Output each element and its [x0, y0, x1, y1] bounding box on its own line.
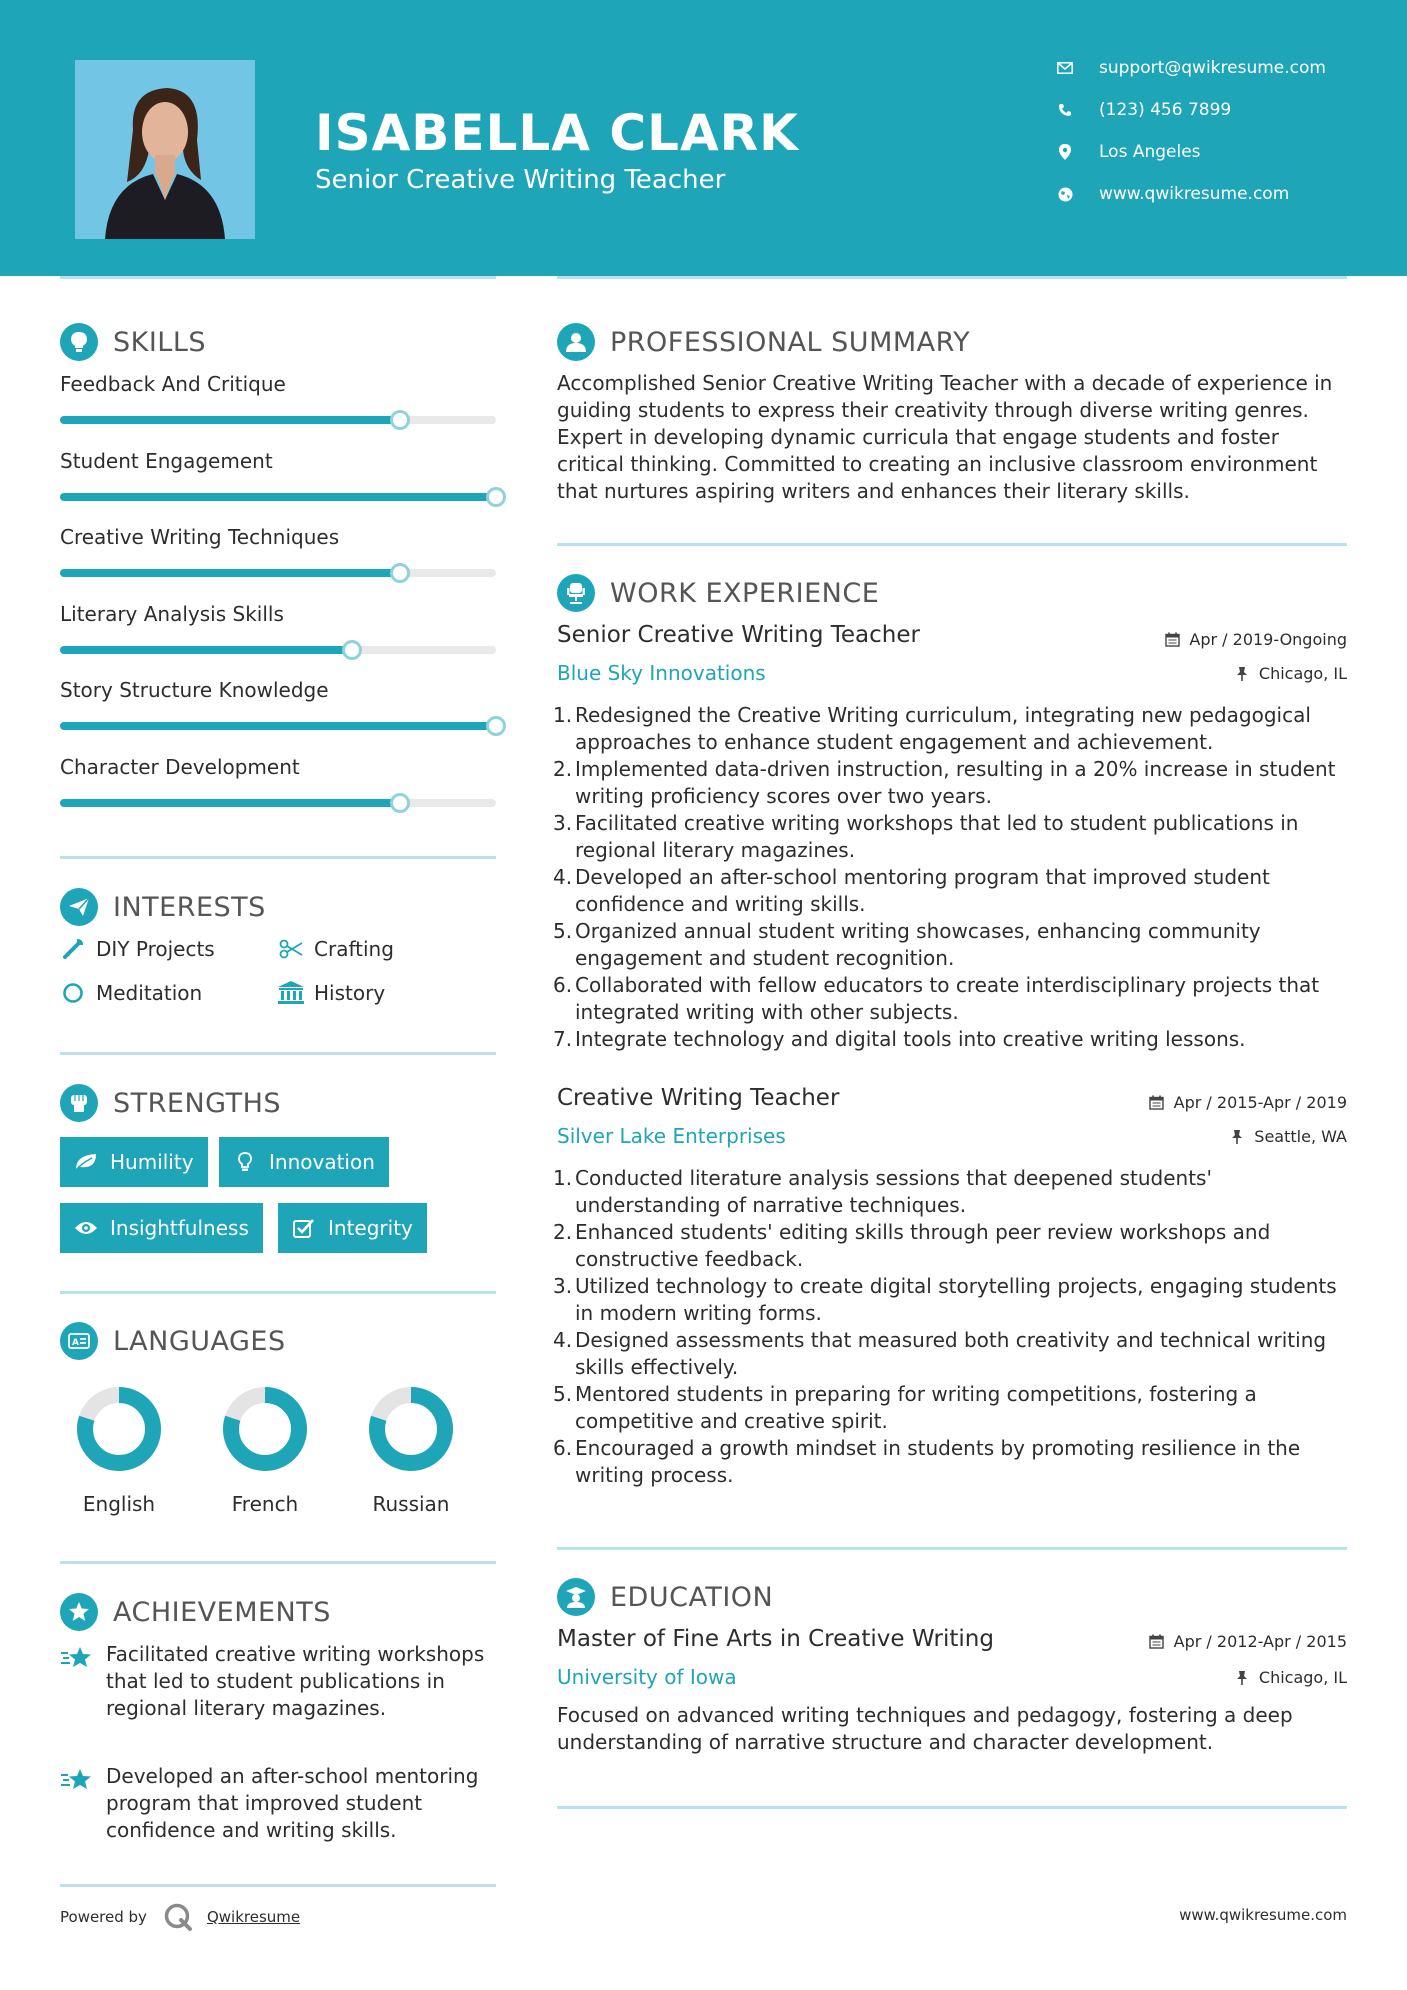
skill-bar-fill: [60, 722, 496, 730]
calendar-icon: [1163, 631, 1181, 649]
interests-heading: [60, 888, 266, 926]
languages-heading-text: LANGUAGES: [113, 1325, 286, 1357]
job-bullet: 1. Redesigned the Creative Writing curriculum, integrating new pedagogical approaches to enhance student engagement and achievement.: [553, 703, 1311, 754]
star-icon: [60, 1641, 96, 1722]
interest-label: Crafting: [314, 937, 394, 961]
skill-bar-fill: [60, 416, 400, 424]
achievement-item: [60, 1641, 500, 1722]
interest-label: DIY Projects: [96, 937, 215, 961]
divider: [60, 1052, 496, 1055]
skill-level-knob: [486, 487, 506, 507]
contact-location-text: Los Angeles: [1099, 142, 1201, 162]
language-level-donut: [222, 1386, 308, 1472]
achievement-item: [60, 1763, 500, 1844]
job-bullet: 1. Conducted literature analysis sessions that deepened students' understanding of narrative techniques.: [553, 1166, 1212, 1217]
summary-text: Accomplished Senior Creative Writing Teacher with a decade of experience in guiding students to express their creativity through diverse writing genres. Expert in developing dynamic curricula that engage students and foster critical thinking. Committed to creating an inclusive classroom environment that nurtures aspiring writers and enhances their literary skills.: [557, 371, 1333, 503]
skills-heading: [60, 323, 206, 361]
job-location: [1233, 664, 1347, 683]
education-dates-text: Apr / 2012-Apr / 2015: [1173, 1632, 1347, 1651]
candidate-name: ISABELLA CLARK: [315, 104, 799, 162]
language-icon: [60, 1322, 98, 1360]
skill-level-knob: [390, 793, 410, 813]
museum-icon: [278, 980, 304, 1006]
footer-website-link[interactable]: www.qwikresume.com: [1179, 1906, 1347, 1924]
scissors-icon: [278, 936, 304, 962]
interest-item: [278, 936, 394, 962]
job-bullet: 2. Enhanced students' editing skills through peer review workshops and constructive feedback.: [553, 1220, 1271, 1271]
job-location: [1228, 1127, 1347, 1146]
achievement-text: Facilitated creative writing workshops that led to student publications in regional literary magazines.: [106, 1642, 485, 1720]
strength-tag: [60, 1203, 263, 1253]
leaf-icon: [74, 1150, 98, 1174]
strength-tag: [60, 1137, 208, 1187]
globe-icon: [1055, 184, 1075, 204]
job-title: Senior Creative Writing Teacher: [557, 622, 920, 648]
job-title: Creative Writing Teacher: [557, 1085, 840, 1111]
checkbox-icon: [292, 1216, 316, 1240]
divider: [60, 1884, 496, 1887]
job-bullet: 6. Encouraged a growth mindset in students by promoting resilience in the writing process.: [553, 1436, 1301, 1487]
interest-label: Meditation: [96, 981, 203, 1005]
lightbulb-icon: [233, 1150, 257, 1174]
resume-header: [0, 0, 1407, 276]
contact-email[interactable]: [1055, 58, 1326, 78]
job-bullet: 5. Mentored students in preparing for writing competitions, fostering a competitive and creative spirit.: [553, 1382, 1257, 1433]
pushpin-icon: [1228, 1128, 1246, 1146]
divider: [60, 1291, 496, 1294]
skill-bar: [60, 799, 496, 807]
skill-label: Creative Writing Techniques: [60, 525, 340, 549]
divider: [60, 1561, 496, 1564]
map-pin-icon: [1055, 142, 1075, 162]
job-bullet: 2. Implemented data-driven instruction, resulting in a 20% increase in student writing proficiency scores over two years.: [553, 757, 1336, 808]
contact-phone[interactable]: [1055, 100, 1231, 120]
office-chair-icon: [557, 574, 595, 612]
skill-label: Story Structure Knowledge: [60, 678, 329, 702]
language-item: [351, 1386, 471, 1516]
divider: [557, 543, 1347, 546]
divider: [60, 856, 496, 859]
summary-heading-text: PROFESSIONAL SUMMARY: [610, 326, 971, 358]
divider: [557, 1806, 1347, 1809]
summary-heading: [557, 323, 970, 361]
job-bullet: 4. Designed assessments that measured both creativity and technical writing skills effectively.: [553, 1328, 1327, 1379]
interests-heading-text: INTERESTS: [113, 891, 266, 923]
achievement-text: Developed an after-school mentoring program that improved student confidence and writing skills.: [106, 1764, 479, 1842]
degree-title: Master of Fine Arts in Creative Writing: [557, 1626, 994, 1652]
skill-level-knob: [486, 716, 506, 736]
strengths-heading: [60, 1084, 281, 1122]
job-dates-text: Apr / 2019-Ongoing: [1189, 630, 1347, 649]
skill-label: Literary Analysis Skills: [60, 601, 284, 626]
skill-level-knob: [390, 563, 410, 583]
contact-website[interactable]: [1055, 184, 1289, 204]
skill-label: Character Development: [60, 754, 300, 779]
pushpin-icon: [1233, 665, 1251, 683]
profile-photo: [75, 60, 255, 239]
powered-by-text: Powered by: [60, 1908, 147, 1926]
experience-heading-text: WORK EXPERIENCE: [610, 577, 880, 609]
company-name: Blue Sky Innovations: [557, 661, 766, 685]
language-label: Russian: [372, 1492, 450, 1516]
skill-label: Student Engagement: [60, 448, 273, 473]
job-bullet: 3. Facilitated creative writing workshops that led to student publications in regional literary magazines.: [553, 811, 1299, 862]
powered-by: [60, 1902, 300, 1932]
wrench-icon: [60, 936, 86, 962]
job-bullets: [553, 702, 1352, 1053]
job-bullet: 3. Utilized technology to create digital storytelling projects, engaging students in modern writing forms.: [553, 1274, 1337, 1325]
skill-bar: [60, 646, 496, 654]
school-name: University of Iowa: [557, 1665, 737, 1689]
language-level-donut: [76, 1386, 162, 1472]
divider: [557, 1547, 1347, 1550]
envelope-icon: [1055, 58, 1075, 78]
job-dates-text: Apr / 2015-Apr / 2019: [1173, 1093, 1347, 1112]
interest-item: [278, 980, 385, 1006]
qwikresume-link[interactable]: Qwikresume: [206, 1908, 301, 1926]
contact-website-text: www.qwikresume.com: [1099, 184, 1290, 204]
divider: [557, 276, 1347, 279]
strength-label: Integrity: [328, 1216, 413, 1240]
skill-bar-fill: [60, 493, 496, 501]
skill-bar-fill: [60, 569, 400, 577]
experience-heading: [557, 574, 879, 612]
language-label: English: [82, 1492, 156, 1516]
job-dates: [1163, 630, 1347, 649]
job-bullet: 5. Organized annual student writing showcases, enhancing community engagement and student recognition.: [553, 919, 1261, 970]
strength-label: Humility: [110, 1150, 194, 1174]
contact-email-text: support@qwikresume.com: [1099, 58, 1326, 78]
calendar-icon: [1148, 1094, 1166, 1112]
education-heading-text: EDUCATION: [610, 1581, 774, 1613]
circle-icon: [60, 980, 86, 1006]
skill-bar: [60, 722, 496, 730]
skill-label: Feedback And Critique: [60, 372, 286, 396]
candidate-title: Senior Creative Writing Teacher: [315, 165, 726, 195]
interest-item: [60, 980, 202, 1006]
skill-bar-fill: [60, 799, 400, 807]
eye-icon: [74, 1216, 98, 1240]
skill-level-knob: [390, 410, 410, 430]
strength-label: Insightfulness: [110, 1216, 249, 1240]
strengths-heading-text: STRENGTHS: [113, 1087, 282, 1119]
interest-label: History: [314, 981, 386, 1005]
job-dates: [1148, 1093, 1347, 1112]
language-item: [205, 1386, 325, 1516]
education-location-text: Chicago, IL: [1258, 1668, 1347, 1687]
achievements-heading: [60, 1593, 331, 1631]
star-icon: [60, 1763, 96, 1844]
education-description: Focused on advanced writing techniques and pedagogy, fostering a deep understanding of narrative structure and character development.: [557, 1703, 1293, 1754]
qwikresume-logo-icon: [163, 1902, 193, 1932]
strength-tag: [219, 1137, 389, 1187]
education-heading: [557, 1578, 773, 1616]
language-level-donut: [368, 1386, 454, 1472]
pushpin-icon: [1233, 1669, 1251, 1687]
language-label: French: [231, 1492, 299, 1516]
skill-bar-fill: [60, 646, 352, 654]
job-bullet: 6. Collaborated with fellow educators to create interdisciplinary projects that integrated writing with other subjects.: [553, 973, 1320, 1024]
calendar-icon: [1148, 1633, 1166, 1651]
job-location-text: Chicago, IL: [1258, 664, 1347, 683]
skill-bar: [60, 416, 496, 424]
graduate-icon: [557, 1578, 595, 1616]
contact-location: [1055, 142, 1201, 162]
strength-label: Innovation: [269, 1150, 375, 1174]
divider: [60, 276, 496, 279]
svg-text:A: A: [72, 1338, 79, 1348]
lightbulb-icon: [60, 323, 98, 361]
job-bullets: [553, 1165, 1352, 1489]
fist-icon: [60, 1084, 98, 1122]
job-location-text: Seattle, WA: [1254, 1127, 1347, 1146]
strength-tag: [278, 1203, 427, 1253]
company-name: Silver Lake Enterprises: [557, 1124, 786, 1148]
star-badge-icon: [60, 1593, 98, 1631]
skill-level-knob: [342, 640, 362, 660]
skills-heading-text: SKILLS: [113, 326, 207, 358]
job-bullet: 4. Developed an after-school mentoring program that improved student confidence and writing skills.: [553, 865, 1270, 916]
user-icon: [557, 323, 595, 361]
education-location: [1233, 1668, 1347, 1687]
skill-bar: [60, 493, 496, 501]
skill-bar: [60, 569, 496, 577]
contact-phone-text: (123) 456 7899: [1099, 100, 1232, 120]
education-dates: [1148, 1632, 1347, 1651]
interest-item: [60, 936, 215, 962]
paper-plane-icon: [60, 888, 98, 926]
phone-icon: [1055, 100, 1075, 120]
job-bullet: 7. Integrate technology and digital tools into creative writing lessons.: [553, 1027, 1246, 1051]
achievements-heading-text: ACHIEVEMENTS: [113, 1596, 331, 1628]
languages-heading: [60, 1322, 286, 1360]
language-item: [59, 1386, 179, 1516]
